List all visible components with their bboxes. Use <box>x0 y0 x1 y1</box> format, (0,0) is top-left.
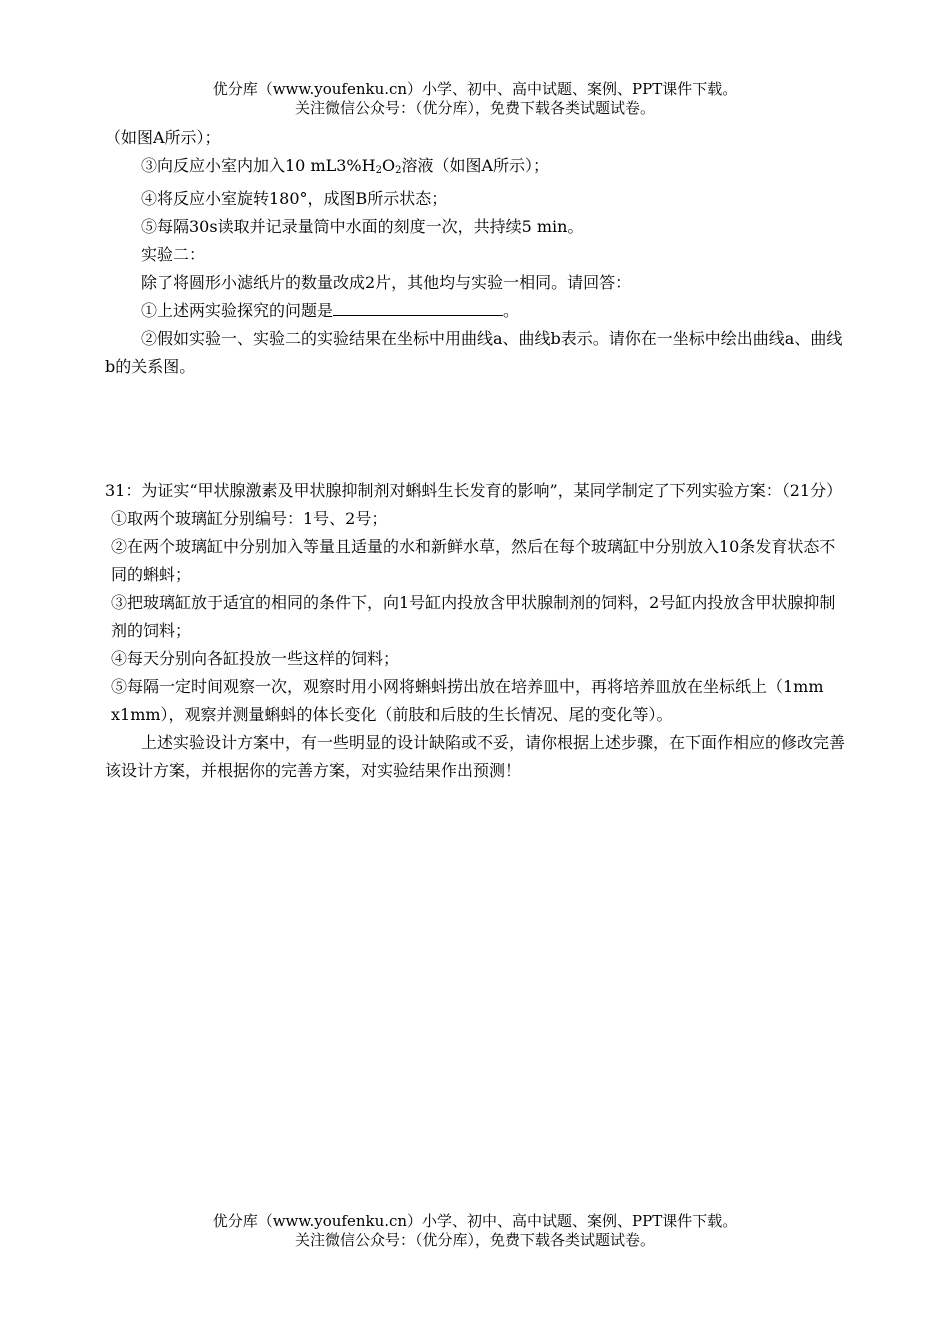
exp30-step-3 <box>105 152 850 185</box>
footer-line-1: 优分库（www.youfenku.cn）小学、初中、高中试题、案例、PPT课件下载。 <box>212 1212 738 1230</box>
q31-step-4: ④每天分别向各缸投放一些这样的饲料； <box>111 649 400 668</box>
document-body <box>105 124 850 785</box>
step3-text-b: O <box>381 156 396 175</box>
header-line-2: 关注微信公众号：（优分库），免费下载各类试题试卷。 <box>294 99 655 117</box>
step3-text-c: 溶液（如图A所示）； <box>401 156 550 175</box>
q31-task: 上述实验设计方案中，有一些明显的设计缺陷或不妥，请你根据上述步骤，在下面作相应的修改完善该设计方案，并根据你的完善方案，对实验结果作出预测！ <box>105 733 846 780</box>
q31-step-3: ③把玻璃缸放于适宜的相同的条件下，向1号缸内投放含甲状腺制剂的饲料，2号缸内投放含甲状腺抑制剂的饲料； <box>111 593 836 640</box>
header-line-1: 优分库（www.youfenku.cn）小学、初中、高中试题、案例、PPT课件下载。 <box>212 80 738 98</box>
answer-space <box>105 381 850 477</box>
footer-line-2: 关注微信公众号：（优分库），免费下载各类试题试卷。 <box>294 1231 655 1249</box>
q31-step-1: ①取两个玻璃缸分别编号：1号、2号； <box>111 509 388 528</box>
experiment-2-description: 除了将圆形小滤纸片的数量改成2片，其他均与实验一相同。请回答： <box>141 273 632 292</box>
step3-text-a: ③向反应小室内加入10 mL3%H <box>141 156 376 175</box>
question-2: ②假如实验一、实验二的实验结果在坐标中用曲线a、曲线b表示。请你在一坐标中绘出曲线a、曲线b的关系图。 <box>105 329 843 376</box>
question-1 <box>105 297 850 325</box>
experiment-2-title: 实验二： <box>141 245 206 264</box>
q31-step-2: ②在两个玻璃缸中分别加入等量且适量的水和新鲜水草，然后在每个玻璃缸中分别放入10条发育状态不同的蝌蚪； <box>111 537 836 584</box>
question-1-end: 。 <box>503 301 520 320</box>
page-header <box>0 80 950 118</box>
exp30-step-5: ⑤每隔30s读取并记录量筒中水面的刻度一次，共持续5 min。 <box>141 217 584 236</box>
exp30-continuation: （如图A所示）； <box>105 128 221 147</box>
step3-sub-2: 2 <box>395 165 402 176</box>
page-footer <box>0 1212 950 1250</box>
exp30-step-4: ④将反应小室旋转180°，成图B所示状态； <box>141 189 448 208</box>
q31-step-5: ⑤每隔一定时间观察一次，观察时用小网将蝌蚪捞出放在培养皿中，再将培养皿放在坐标纸上（1mm x1mm），观察并测量蝌蚪的体长变化（前肢和后肢的生长情况、尾的变化等）。 <box>111 677 829 724</box>
step3-sub-1: 2 <box>375 165 382 176</box>
question-1-text: ①上述两实验探究的问题是 <box>141 301 334 320</box>
q31-intro: 31：为证实“甲状腺激素及甲状腺抑制剂对蝌蚪生长发育的影响”，某同学制定了下列实验方案：（21分） <box>105 481 843 500</box>
answer-blank[interactable] <box>333 297 503 316</box>
